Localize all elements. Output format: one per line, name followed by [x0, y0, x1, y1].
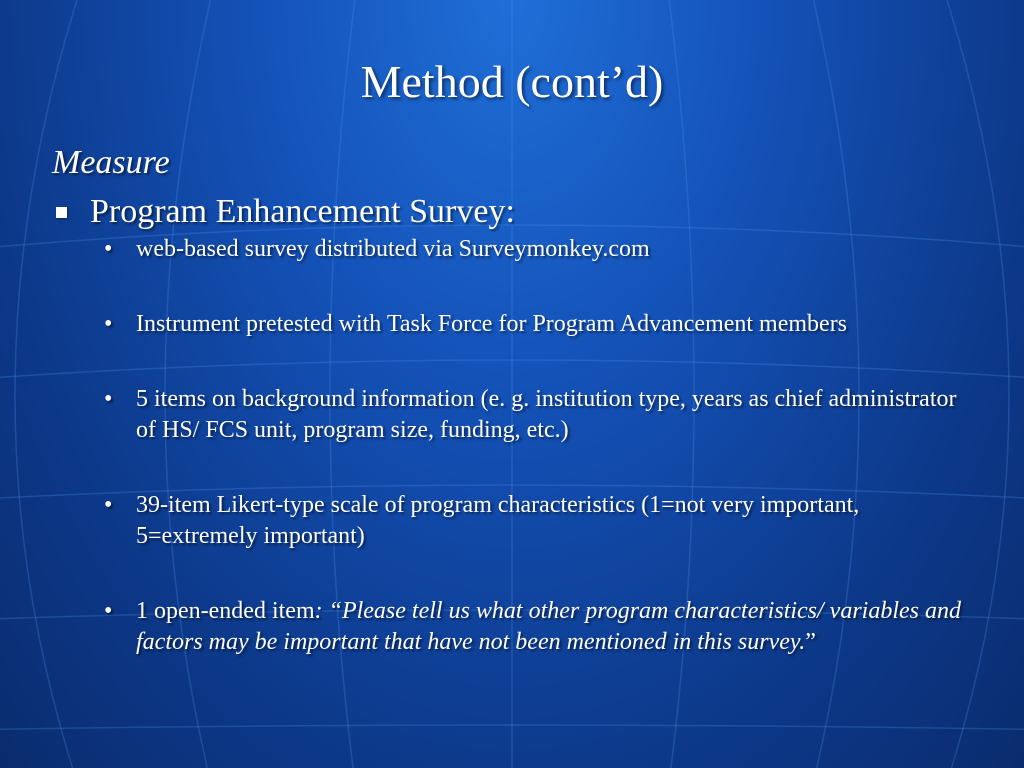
- slide-body: [52, 142, 972, 658]
- open-ended-quote: : “Please tell us what other program characteristics/ variables and factors may be important that have not been mentioned in this survey.: [136, 598, 962, 655]
- slide-title: Method (cont’d): [360, 56, 664, 107]
- sub-bullet-text: 5 items on background information (e. g. institution type, years as chief administrator of HS/ FCS unit, program size, funding, etc.): [136, 386, 957, 443]
- section-heading: Measure: [52, 144, 170, 181]
- bullet-dot-icon: •: [104, 598, 113, 624]
- open-ended-closing-quote: ”: [805, 629, 816, 655]
- sub-bullet-text: web-based survey distributed via Surveymonkey.com: [136, 236, 650, 262]
- sub-bullet-text: 39-item Likert-type scale of program characteristics (1=not very important, 5=extremely important): [136, 492, 860, 549]
- sub-bullet-item: [52, 384, 972, 446]
- main-bullet-text: Program Enhancement Survey:: [90, 193, 515, 230]
- sub-bullet-item: [52, 309, 972, 340]
- sub-bullet-item: [52, 596, 972, 658]
- open-ended-lead: 1 open-ended item: [136, 598, 315, 624]
- bullet-dot-icon: •: [104, 311, 113, 337]
- square-bullet-icon: [56, 207, 67, 218]
- sub-bullet-list: [52, 234, 972, 658]
- sub-bullet-text: Instrument pretested with Task Force for Program Advancement members: [136, 311, 848, 337]
- bullet-dot-icon: •: [104, 492, 113, 518]
- sub-bullet-item: [52, 234, 972, 265]
- sub-bullet-item: [52, 490, 972, 552]
- bullet-dot-icon: •: [104, 236, 113, 262]
- bullet-dot-icon: •: [104, 386, 113, 412]
- main-bullet: [52, 192, 972, 232]
